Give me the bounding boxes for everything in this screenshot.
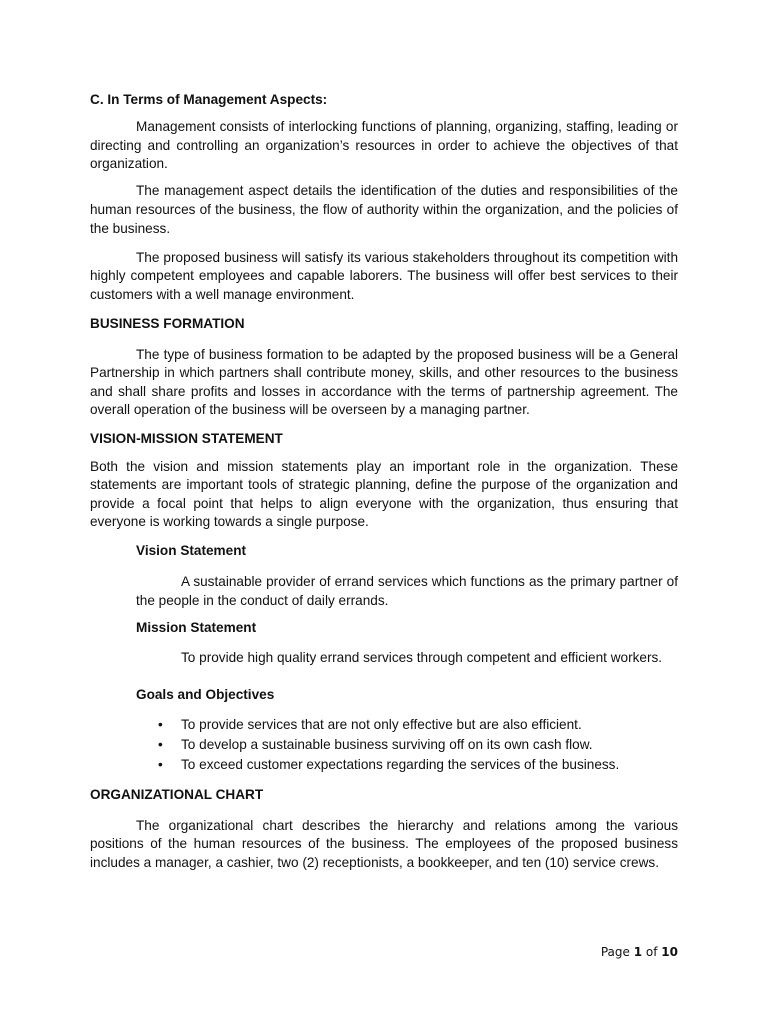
- mission-statement-text: To provide high quality errand services through competent and efficient workers.: [181, 650, 663, 666]
- vision-statement-text: A sustainable provider of errand services which functions as the primary partner of the people in the conduct of daily errands.: [136, 573, 678, 608]
- goal-text: To provide services that are not only effective but are also efficient.: [181, 716, 582, 732]
- vision-mission-paragraph: Both the vision and mission statements play an important role in the organization. These statements are important tools of strategic planning, define the purpose of the organization and provide a focal point that helps to align everyone with the organization, thus ensuring that everyone is working towards a single purpose.: [90, 458, 678, 530]
- page-number-footer: [601, 945, 678, 959]
- stakeholders-paragraph: The proposed business will satisfy its various stakeholders throughout its competition with highly competent employees and capable laborers. The business will offer best services to their customers with a well manage environment.: [90, 249, 678, 302]
- goal-item-2: [136, 735, 678, 755]
- mission-statement-heading: Mission Statement: [136, 619, 257, 635]
- section-c-heading: C. In Terms of Management Aspects:: [90, 92, 328, 107]
- management-aspect-paragraph: The management aspect details the identification of the duties and responsibilities of the human resources of the business, the flow of authority within the organization, and the policies of the business.: [90, 183, 678, 236]
- total-pages-number: 10: [661, 945, 678, 959]
- of-word: of: [645, 945, 658, 959]
- goal-text: To develop a sustainable business surviving off on its own cash flow.: [181, 737, 593, 753]
- current-page-number: 1: [633, 945, 643, 959]
- organizational-chart-paragraph: The organizational chart describes the hierarchy and relations among the various positions of the human resources of the business. The employees of the proposed business includes a manager, a cashier, two (2) receptionists, a bookkeeper, and ten (10) service crews.: [90, 817, 678, 870]
- goal-item-3: [136, 755, 678, 775]
- organizational-chart-heading: ORGANIZATIONAL CHART: [90, 787, 264, 803]
- page-word: Page: [600, 945, 630, 959]
- bullet-icon: •: [158, 737, 163, 753]
- goal-text: To exceed customer expectations regarding the services of the business.: [181, 757, 620, 773]
- management-definition-paragraph: Management consists of interlocking functions of planning, organizing, staffing, leading or directing and controlling an organization’s resources in order to achieve the objectives of that organization.: [90, 119, 678, 172]
- vision-statement-heading: Vision Statement: [136, 543, 247, 559]
- business-formation-heading: BUSINESS FORMATION: [90, 315, 245, 331]
- goals-objectives-heading: Goals and Objectives: [136, 686, 275, 702]
- bullet-icon: •: [158, 757, 163, 773]
- goals-list: [90, 715, 678, 776]
- document-page: [90, 91, 678, 872]
- vision-mission-heading: VISION-MISSION STATEMENT: [90, 431, 283, 447]
- goal-item-1: [136, 715, 678, 735]
- bullet-icon: •: [158, 716, 163, 732]
- business-formation-paragraph: The type of business formation to be adapted by the proposed business will be a General Partnership in which partners shall contribute money, skills, and other resources to the business and shall share profits and losses in accordance with the terms of partnership agreement. The overall operation of the business will be overseen by a managing partner.: [90, 346, 678, 418]
